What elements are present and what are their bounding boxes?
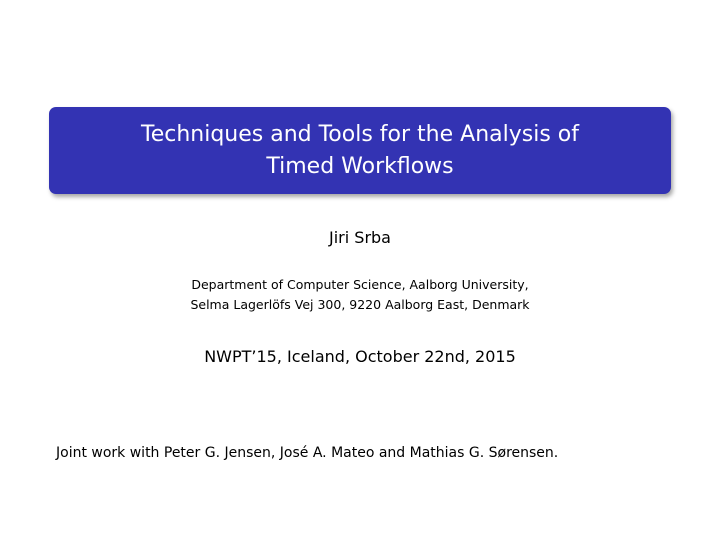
author-name: Jiri Srba: [329, 228, 391, 247]
venue-date: NWPT’15, Iceland, October 22nd, 2015: [204, 347, 516, 366]
joint-work-credit: Joint work with Peter G. Jensen, José A. Mateo and Mathias G. Sørensen.: [56, 445, 559, 461]
affiliation-line-2: Selma Lagerlöfs Vej 300, 9220 Aalborg East, Denmark: [190, 297, 530, 312]
title-line-2: Timed Workflows: [266, 153, 454, 179]
title-block: [49, 107, 671, 194]
title-line-1: Techniques and Tools for the Analysis of: [141, 121, 579, 147]
affiliation-line-1: Department of Computer Science, Aalborg University,: [191, 277, 529, 292]
